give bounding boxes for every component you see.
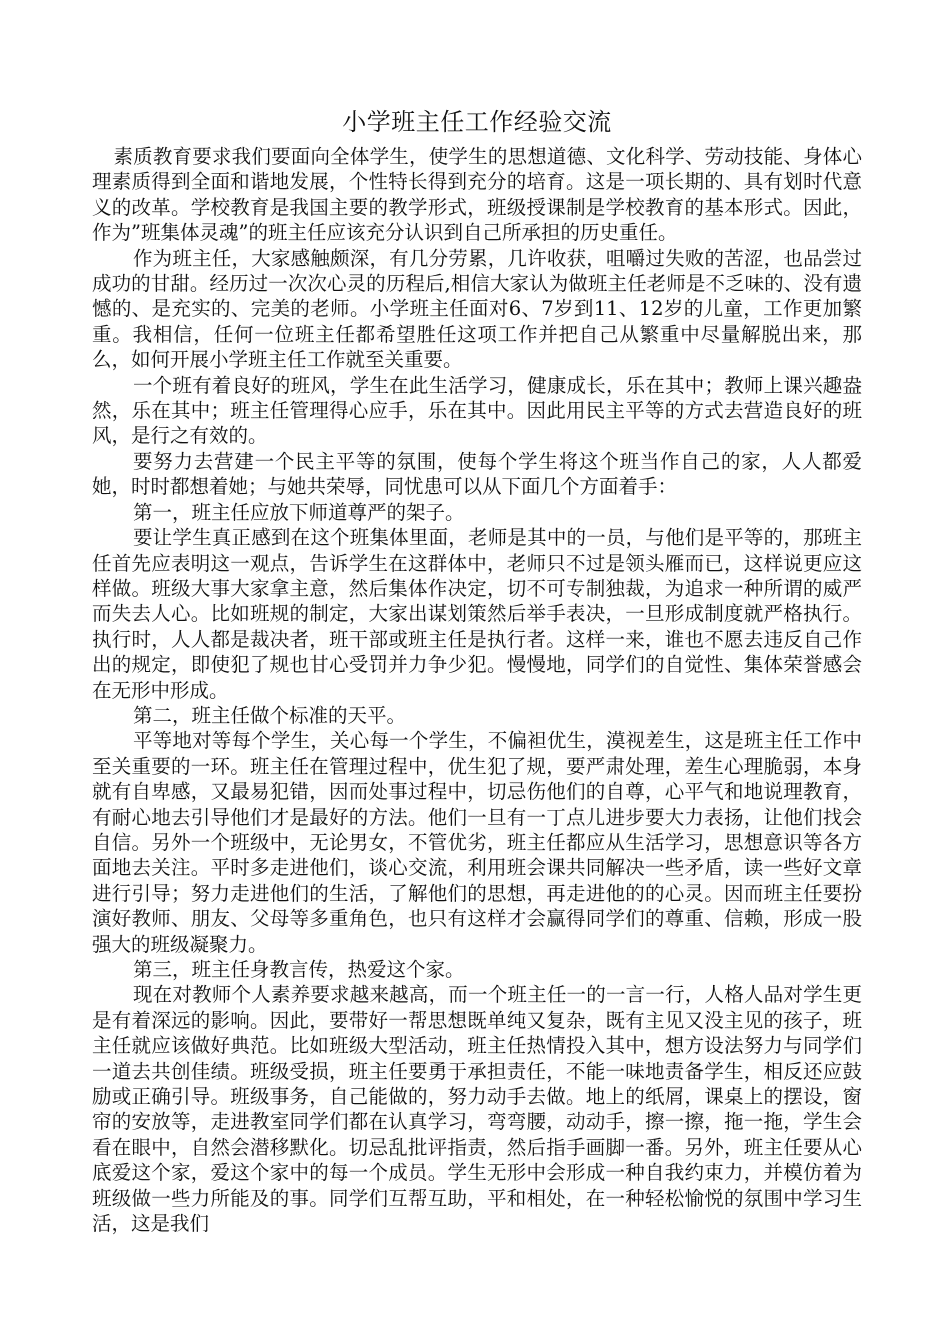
paragraph-6: 平等地对等每个学生，关心每一个学生，不偏袒优生，漠视差生，这是班主任工作中至关重要的一环。班主任在管理过程中，优生犯了规，要严肃处理，差生心理脆弱，本身就有自卑感，又最易犯错，因而处事过程中，切忌伤他们的自尊，心平气和地说理教育，有耐心地去引导他们才是最好的方法。他们一旦有一丁点儿进步要大力表扬，让他们找会自信。另外一个班级中，无论男女，不管优劣，班主任都应从生活学习，思想意识等各方面地去关注。平时多走进他们，谈心交流，利用班会课共同解决一些矛盾，读一些好文章进行引导；努力走进他们的生活，了解他们的思想，再走进他的的心灵。因而班主任要扮演好教师、朋友、父母等多重角色，也只有这样才会赢得同学们的尊重、信赖，形成一股强大的班级凝聚力。	[92, 729, 862, 956]
document-title: 小学班主任工作经验交流	[342, 108, 612, 136]
document-page	[92, 104, 862, 1236]
paragraph-4: 要努力去营建一个民主平等的氛围，使每个学生将这个班当作自己的家，人人都爱她，时时都想着她；与她共荣辱，同忧患可以从下面几个方面着手：	[92, 449, 862, 499]
paragraph-3: 一个班有着良好的班风，学生在此生活学习，健康成长，乐在其中；教师上课兴趣盎然，乐在其中；班主任管理得心应手，乐在其中。因此用民主平等的方式去营造良好的班风，是行之有效的。	[92, 373, 862, 448]
section-heading-1: 第一，班主任应放下师道尊严的架子。	[132, 500, 465, 524]
paragraph-7: 现在对教师个人素养要求越来越高，而一个班主任一的一言一行，人格人品对学生更是有着深远的影响。因此，要带好一帮思想既单纯又复杂，既有主见又没主见的孩子，班主任就应该做好典范。比如班级大型活动，班主任热情投入其中，想方设法努力与同学们一道去共创佳绩。班级受损，班主任要勇于承担责任，不能一味地责备学生，相反还应鼓励或正确引导。班级事务，自己能做的，努力动手去做。地上的纸屑，课桌上的摆设，窗帘的安放等，走进教室同学们都在认真学习，弯弯腰，动动手，擦一擦，拖一拖，学生会看在眼中，自然会潜移默化。切忌乱批评指责，然后指手画脚一番。另外，班主任要从心底爱这个家，爱这个家中的每一个成员。学生无形中会形成一种自我约束力，并模仿着为班级做一些力所能及的事。同学们互帮互助，平和相处，在一种轻松愉悦的氛围中学习生活，这是我们	[92, 983, 862, 1236]
paragraph-2: 作为班主任，大家感触颇深，有几分劳累，几许收获，咀嚼过失败的苦涩，也品尝过成功的甘甜。经历过一次次心灵的历程后,相信大家认为做班主任老师是不乏味的、没有遗憾的、是充实的、完美的老师。小学班主任面对6、7岁到11、12岁的儿童，工作更加繁重。我相信，任何一位班主任都希望胜任这项工作并把自己从繁重中尽量解脱出来，那么，如何开展小学班主任工作就至关重要。	[92, 246, 862, 372]
section-heading-2: 第二，班主任做个标准的天平。	[132, 703, 406, 727]
paragraph-1: 素质教育要求我们要面向全体学生，使学生的思想道德、文化科学、劳动技能、身体心理素质得到全面和谐地发展，个性特长得到充分的培育。这是一项长期的、具有划时代意义的改革。学校教育是我国主要的教学形式，班级授课制是学校教育的基本形式。因此，作为”班集体灵魂”的班主任应该充分认识到自己所承担的历史重任。	[92, 145, 862, 245]
section-heading-3: 第三，班主任身教言传，热爱这个家。	[132, 958, 465, 981]
paragraph-5: 要让学生真正感到在这个班集体里面，老师是其中的一员，与他们是平等的，那班主任首先应表明这一观点，告诉学生在这群体中，老师只不过是领头雁而已，这样说更应这样做。班级大事大家拿主意，然后集体作决定，切不可专制独裁，为追求一种所谓的威严而失去人心。比如班规的制定，大家出谋划策然后举手表决，一旦形成制度就严格执行。执行时，人人都是裁决者，班干部或班主任是执行者。这样一来，谁也不愿去违反自己作出的规定，即使犯了规也甘心受罚并力争少犯。慢慢地，同学们的自觉性、集体荣誉感会在无形中形成。	[92, 526, 862, 702]
